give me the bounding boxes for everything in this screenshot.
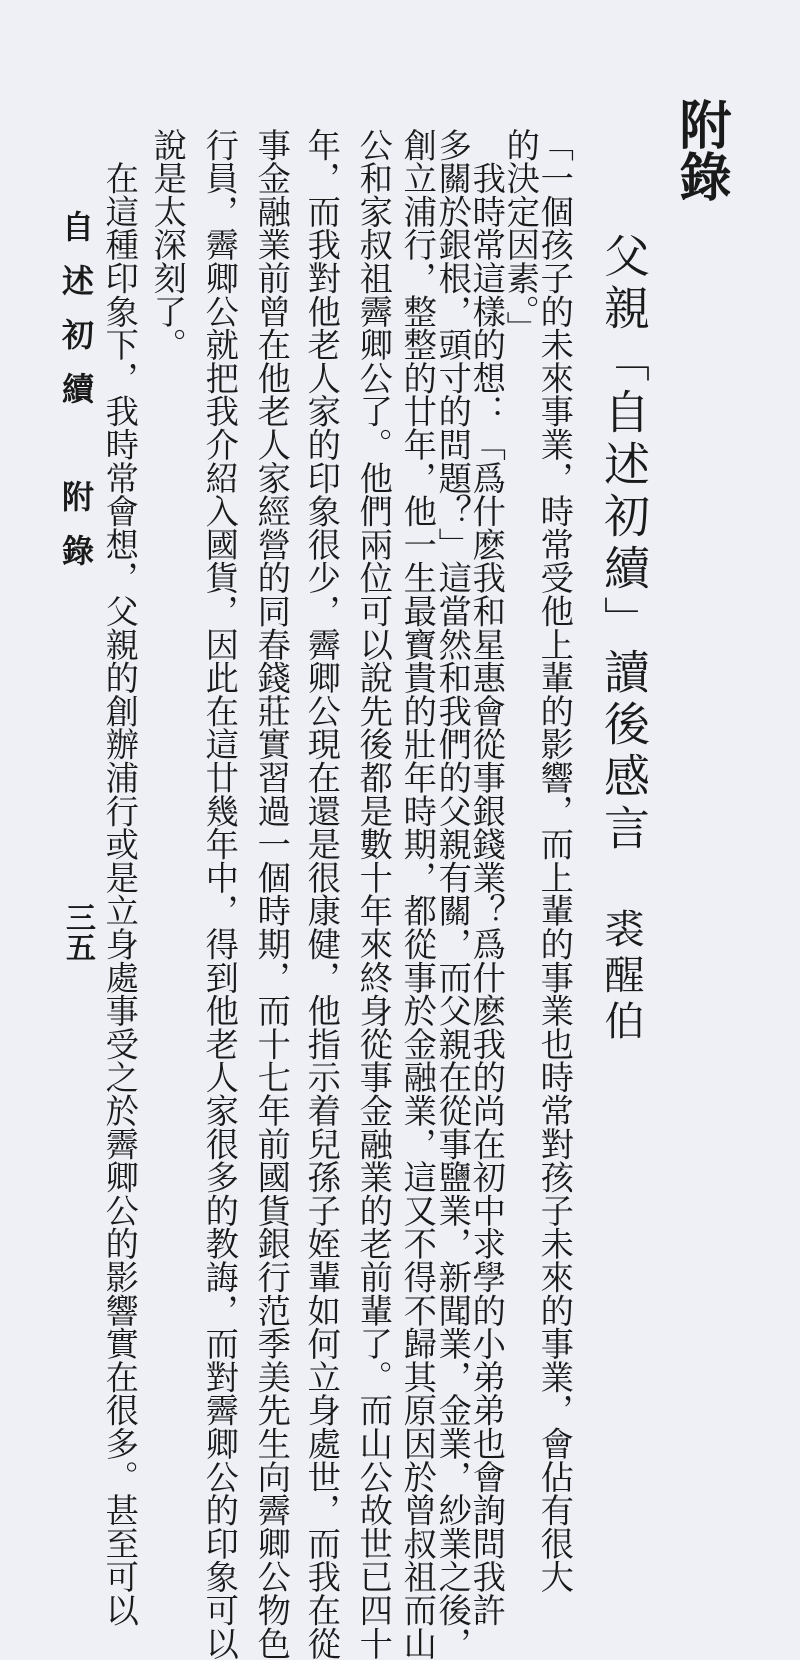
essay-title: 父親「自述初續」讀後感言 <box>597 232 651 856</box>
author-name: 裘醒伯 <box>598 908 644 1046</box>
body-column: 公和家叔祖霽卿公了。他們兩位可以說先後都是數十年來終身從事金融業的老前輩了。而山公故世已四十 <box>354 128 394 1660</box>
body-column: 年，而我對他老人家的印象很少，霽卿公現在還是很康健，他指示着兒孫子姪輩如何立身處世，而我在從 <box>302 128 342 1660</box>
body-column: 多關於銀根，頭寸的問題？」這當然和我們的父親有關，而父親在從事鹽業，新聞業，金業，紗業之後， <box>433 128 473 1660</box>
body-column: 行員，霽卿公就把我介紹入國貨，因此在這廿幾年中，得到他老人家很多的教誨，而對霽卿公的印象可以 <box>200 128 240 1660</box>
body-column: 在這種印象下，我時常會想，父親的創辦浦行或是立身處事受之於霽卿公的影響實在很多。甚至可以 <box>100 128 140 1627</box>
body-column: 事金融業前曾在他老人家經營的同春錢莊實習過一個時期，而十七年前國貨銀行范季美先生向霽卿公物色 <box>252 128 292 1660</box>
running-head: 自述初續 附錄 <box>57 210 95 588</box>
body-column: 創立浦行，整整的廿年，他一生最寶貴的壯年時期，都從事於金融業，這又不得不歸其原因於曾叔祖而山 <box>398 128 438 1660</box>
page-number: 三五 <box>60 902 95 962</box>
body-column: 「一個孩子的未來事業，時常受他上輩的影響，而上輩的事業也時常對孩子未來的事業，會佔有很大 <box>535 128 575 1594</box>
body-column: 說是太深刻了。 <box>148 128 188 362</box>
body-column: 的決定因素。」 <box>501 128 541 345</box>
section-title: 附錄 <box>670 98 731 202</box>
body-column: 我時常這樣的想：「爲什麽我和星惠會從事銀錢業？爲什麽我的尚在初中求學的小弟弟也會詢問我許 <box>467 128 507 1627</box>
